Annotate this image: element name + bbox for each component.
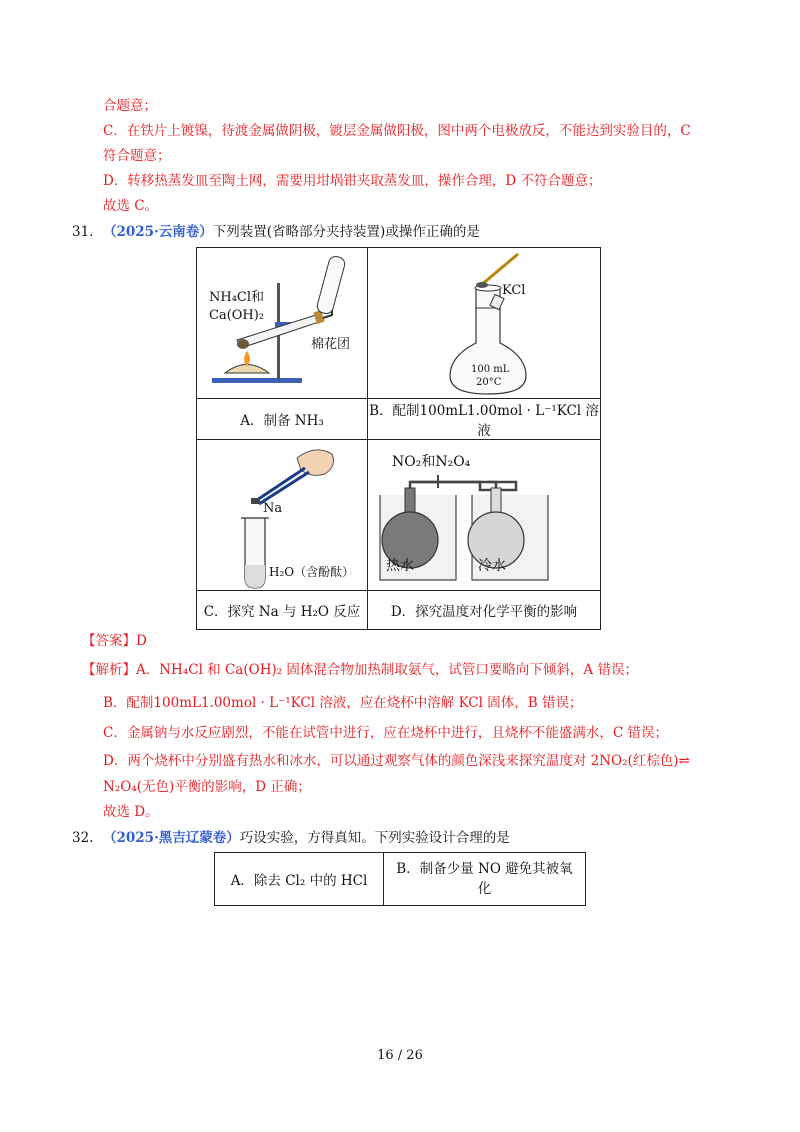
salt-sample — [476, 282, 488, 288]
page-number: 16 / 26 — [377, 1048, 423, 1063]
reagent-label: NH₄Cl和 — [209, 290, 265, 305]
question-source: （2025·黑吉辽蒙卷） — [103, 830, 240, 846]
option-d-caption: D．探究温度对化学平衡的影响 — [368, 591, 601, 630]
option-a-cell: A．除去 Cl₂ 中的 HCl — [215, 853, 384, 906]
tweezers — [257, 468, 309, 504]
analysis-line: B．配制100mL1.00mol · L⁻¹KCl 溶液，应在烧杯中溶解 KCl 固体，B 错误； — [103, 695, 583, 711]
liquid-label: H₂O（含酚酞） — [269, 565, 355, 579]
question-text: 巧设实验，方得真知。下列实验设计合理的是 — [239, 830, 510, 846]
question-source: （2025·云南卷） — [103, 224, 213, 240]
analysis-line: D．两个烧杯中分别盛有热水和冰水，可以通过观察气体的颜色深浅来探究温度对 2NO₂(红棕色)⇌ — [103, 753, 690, 769]
prev-explanation-line: 符合题意； — [103, 148, 171, 164]
figure-b-cell — [368, 248, 601, 399]
ammonia-apparatus-diagram — [197, 248, 367, 398]
option-b-text: B．制备少量 NO 避免其被氧 — [396, 861, 573, 877]
prev-explanation-line: C．在铁片上镀镍，待渡金属做阴极，镀层金属做阳极，图中两个电极放反，不能达到实验目的，C — [103, 123, 691, 139]
answer-value: D — [136, 633, 147, 649]
figure-a-cell — [197, 248, 368, 399]
answer-label: 【答案】 — [82, 633, 136, 649]
metal-label: Na — [263, 501, 283, 516]
volumetric-flask-diagram — [368, 248, 600, 398]
question-stem — [103, 828, 510, 848]
salt-label: KCl — [502, 283, 526, 298]
flame-icon — [244, 351, 250, 366]
stand-base — [212, 378, 302, 383]
sodium-piece — [251, 498, 260, 504]
option-a-caption: A．制备 NH₃ — [197, 399, 368, 440]
option-b-cell — [384, 853, 586, 906]
prev-explanation-line: 合题意； — [103, 98, 157, 114]
analysis-conclusion: 故选 D。 — [103, 804, 159, 820]
flask-volume-label: 100 mL — [471, 364, 510, 375]
hand — [297, 450, 333, 476]
reagent-label: Ca(OH)₂ — [209, 308, 265, 323]
prev-conclusion: 故选 C。 — [103, 198, 159, 214]
cold-water-label: 冷水 — [478, 558, 506, 574]
question-stem — [103, 222, 480, 242]
equilibrium-temperature-diagram — [368, 440, 600, 590]
analysis-line — [82, 660, 638, 680]
hot-water-label: 热水 — [386, 558, 414, 574]
analysis-line: C．金属钠与水反应剧烈，不能在试管中进行，应在烧杯中进行，且烧杯不能盛满水，C 错误； — [103, 725, 668, 741]
flask-temp-label: 20°C — [476, 377, 502, 388]
cotton-label: 棉花团 — [311, 337, 351, 352]
solid-mixture — [237, 339, 249, 349]
options-table — [214, 852, 586, 906]
option-b-text: 化 — [477, 881, 492, 897]
analysis-text: A．NH₄Cl 和 Ca(OH)₂ 固体混合物加热制取氨气，试管口要略向下倾斜，A 错误； — [136, 662, 638, 678]
spatula — [480, 254, 518, 286]
prev-explanation-line: D．转移热蒸发皿至陶土网，需要用坩埚钳夹取蒸发皿，操作合理，D 不符合题意； — [103, 173, 602, 189]
sodium-water-diagram — [197, 440, 367, 590]
analysis-label: 【解析】 — [82, 662, 136, 678]
figure-d-cell — [368, 440, 601, 591]
option-c-caption: C．探究 Na 与 H₂O 反应 — [197, 591, 368, 630]
collecting-tube — [316, 255, 346, 315]
options-figure-table — [196, 247, 601, 630]
question-number: 32. — [72, 830, 94, 846]
gas-label: NO₂和N₂O₄ — [392, 454, 471, 470]
option-b-caption: B．配制100mL1.00mol · L⁻¹KCl 溶液 — [368, 399, 601, 440]
figure-c-cell — [197, 440, 368, 591]
question-text: 下列装置(省略部分夹持装置)或操作正确的是 — [212, 224, 480, 240]
water-liquid — [245, 565, 265, 588]
question-number: 31. — [72, 224, 94, 240]
answer — [82, 631, 147, 651]
analysis-line: N₂O₄(无色)平衡的影响，D 正确； — [103, 779, 311, 795]
connecting-tube — [410, 482, 496, 488]
